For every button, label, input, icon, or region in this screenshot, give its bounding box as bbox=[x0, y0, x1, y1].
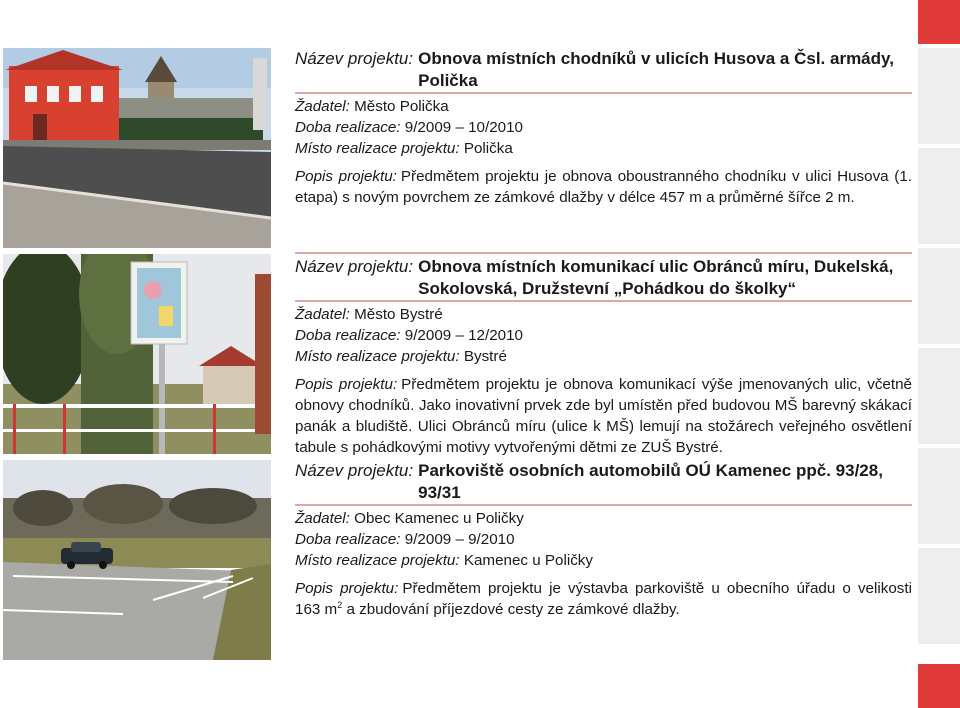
place-line bbox=[295, 138, 912, 159]
project-title-row bbox=[295, 48, 912, 92]
superscript-two: 2 bbox=[337, 599, 343, 610]
description-text-end: a zbudování příjezdové cesty ze zámkové dlažby. bbox=[342, 601, 680, 618]
strip-block-grey bbox=[918, 548, 960, 644]
applicant-label: Žadatel: bbox=[295, 510, 350, 527]
decorative-side-strip bbox=[918, 0, 960, 708]
strip-block-grey bbox=[918, 348, 960, 444]
description-label: Popis projektu: bbox=[295, 580, 399, 597]
place-value: Bystré bbox=[463, 348, 507, 365]
applicant-line bbox=[295, 508, 912, 529]
project-name-label: Název projektu: bbox=[295, 461, 414, 480]
project-title: Obnova místních chodníků v ulicích Husova a Čsl. armády, Polička bbox=[418, 49, 894, 90]
park-photo bbox=[3, 254, 271, 454]
applicant-value: Město Polička bbox=[354, 98, 449, 115]
strip-block-grey bbox=[918, 448, 960, 544]
parking-lot-photo bbox=[3, 460, 271, 660]
strip-block-red-bottom bbox=[918, 664, 960, 708]
project-block-1 bbox=[295, 48, 912, 208]
period-line bbox=[295, 529, 912, 550]
place-label: Místo realizace projektu: bbox=[295, 348, 460, 365]
project-title-row bbox=[295, 460, 912, 504]
project-title-row bbox=[295, 256, 912, 300]
title-divider bbox=[295, 92, 912, 94]
period-value: 9/2009 – 10/2010 bbox=[404, 119, 524, 136]
applicant-line bbox=[295, 304, 912, 325]
period-value: 9/2009 – 9/2010 bbox=[404, 531, 515, 548]
project-description bbox=[295, 374, 912, 458]
place-line bbox=[295, 550, 912, 571]
description-label: Popis projektu: bbox=[295, 168, 397, 185]
title-divider bbox=[295, 252, 912, 254]
project-block-2 bbox=[295, 252, 912, 458]
applicant-line bbox=[295, 96, 912, 117]
place-line bbox=[295, 346, 912, 367]
strip-block-grey bbox=[918, 248, 960, 344]
period-label: Doba realizace: bbox=[295, 327, 401, 344]
project-title: Parkoviště osobních automobilů OÚ Kamenec ppč. 93/28, 93/31 bbox=[418, 461, 883, 502]
strip-block-red-top bbox=[918, 0, 960, 44]
place-value: Kamenec u Poličky bbox=[463, 552, 593, 569]
project-block-3 bbox=[295, 460, 912, 620]
project-name-label: Název projektu: bbox=[295, 257, 414, 276]
description-text: Předmětem projektu je obnova oboustranného chodníku v ulici Husova (1. etapa) s novým povrchem ze zámkové dlažby v délce 457 m a průměrné šířce 2 m. bbox=[295, 168, 912, 206]
street-photo bbox=[3, 48, 271, 248]
place-value: Polička bbox=[463, 140, 513, 157]
applicant-value: Město Bystré bbox=[354, 306, 443, 323]
description-text: Předmětem projektu je obnova komunikací výše jmenovaných ulic, včetně obnovy chodníků. Jako inovativní prvek zde byl umístěn před budovou MŠ barevný skákací panák a bludiště. Ulici Obránců míru (ulice k MŠ) lemují na stožárech veřejného osvětlení tabule s pohádkovými motivy vytvořenými dětmi ze ZUŠ Bystré. bbox=[295, 376, 912, 456]
project-title: Obnova místních komunikací ulic Obránců míru, Dukelská, Sokolovská, Družstevní „Pohádkou do školky“ bbox=[418, 257, 894, 298]
project-description bbox=[295, 166, 912, 208]
applicant-label: Žadatel: bbox=[295, 306, 350, 323]
place-label: Místo realizace projektu: bbox=[295, 552, 460, 569]
strip-block-grey bbox=[918, 148, 960, 244]
applicant-value: Obec Kamenec u Poličky bbox=[354, 510, 524, 527]
description-text: Předmětem projektu je výstavba parkoviště u obecního úřadu o velikosti 163 m bbox=[295, 580, 912, 618]
period-label: Doba realizace: bbox=[295, 531, 401, 548]
description-label: Popis projektu: bbox=[295, 376, 398, 393]
period-label: Doba realizace: bbox=[295, 119, 401, 136]
strip-block-grey bbox=[918, 48, 960, 144]
period-line bbox=[295, 325, 912, 346]
place-label: Místo realizace projektu: bbox=[295, 140, 460, 157]
project-name-label: Název projektu: bbox=[295, 49, 414, 68]
period-line bbox=[295, 117, 912, 138]
title-divider bbox=[295, 300, 912, 302]
title-divider bbox=[295, 504, 912, 506]
applicant-label: Žadatel: bbox=[295, 98, 350, 115]
project-description bbox=[295, 578, 912, 620]
period-value: 9/2009 – 12/2010 bbox=[404, 327, 524, 344]
